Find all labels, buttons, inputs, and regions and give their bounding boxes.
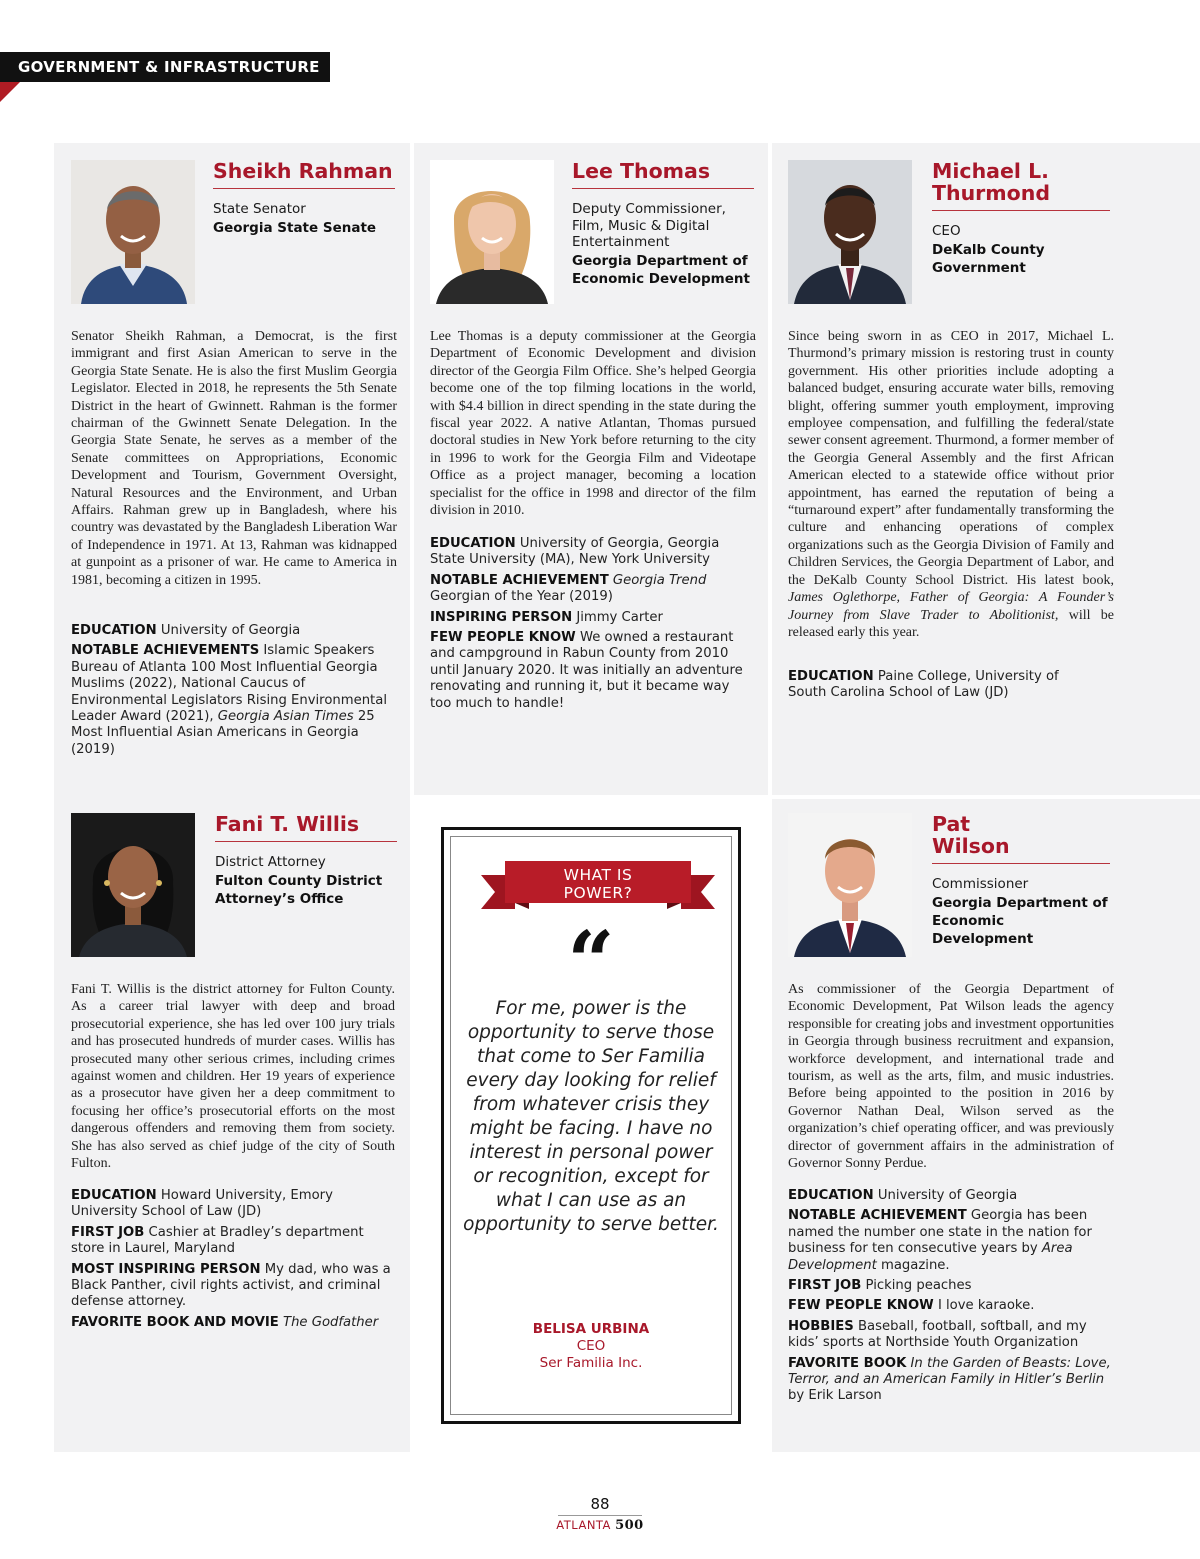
fact-first-job bbox=[71, 1225, 391, 1258]
quote-inner-frame bbox=[450, 836, 732, 1415]
fact-value: Paine College, University of South Carolina School of Law (JD) bbox=[788, 669, 1059, 701]
fact-label: NOTABLE ACHIEVEMENT bbox=[788, 1208, 967, 1224]
quote-author-org: Ser Familia Inc. bbox=[539, 1355, 643, 1371]
fact-value: Georgia has been named the number one state in the nation for business for ten consecutive years by bbox=[788, 1208, 1092, 1257]
fact-notable-achievements bbox=[71, 643, 391, 758]
fact-value: My dad, who was a Black Panther, civil rights activist, and criminal defense attorney. bbox=[71, 1261, 391, 1310]
quote-text: For me, power is the opportunity to serve those that come to Ser Familia every day looking for relief from whatever crisis they might be facing. I have no interest in personal power or recognition, except for what I can use as an opportunity to serve better. bbox=[463, 998, 719, 1235]
fact-education bbox=[430, 536, 750, 569]
portrait-photo bbox=[430, 160, 554, 304]
profile-heading bbox=[932, 813, 1114, 948]
fact-italic: Georgia Asian Times bbox=[217, 709, 354, 725]
person-name: Sheikh Rahman bbox=[213, 159, 393, 183]
fact-favorite-book bbox=[788, 1356, 1114, 1405]
name-rule bbox=[213, 188, 395, 189]
portrait-photo bbox=[71, 813, 195, 957]
person-organization: DeKalb County Government bbox=[932, 241, 1045, 276]
quote-banner bbox=[481, 861, 715, 915]
bio-tail: will be released early this year. bbox=[788, 607, 1115, 640]
fact-education bbox=[788, 669, 1098, 702]
profile-bio: As commissioner of the Georgia Department of Economic Development, Pat Wilson leads the agency responsible for creating jobs and investment opportunities in Georgia through business recruitment and expansion, workforce development, and international trade and tourism, as well as the arts, film, and music industries. Before being appointed to the position in 2016 by Governor Nathan Deal, Wilson served as the organization’s chief operating officer, and was previously director of government affairs in the administration of Governor Sonny Perdue. bbox=[788, 982, 1114, 1172]
section-tag: GOVERNMENT & INFRASTRUCTURE bbox=[0, 52, 330, 82]
portrait-photo bbox=[788, 160, 912, 304]
fact-most-inspiring-person bbox=[71, 1262, 391, 1311]
fact-label: EDUCATION bbox=[430, 536, 516, 551]
profile-facts bbox=[71, 1188, 391, 1335]
fact-hobbies bbox=[788, 1319, 1114, 1352]
page-number: 88 bbox=[590, 1495, 610, 1513]
fact-education bbox=[788, 1188, 1114, 1204]
fact-education bbox=[71, 623, 391, 639]
fact-first-job bbox=[788, 1278, 1114, 1294]
profile-bio: Senator Sheikh Rahman, a Democrat, is the first immigrant and first Asian American to serve in the Georgia State Senate. He is also the first Muslim Georgia Legislator. Elected in 2018, he represents the 5th Senate District in the heart of Gwinnett. Rahman is the former chairman of the Gwinnett Senate Delegation. In the Georgia State Senate, he serves as a member of the Senate committees on Appropriations, Economic Development and Tourism, Government Oversight, Natural Resources and the Environment, and Urban Affairs. Rahman grew up in Bangladesh, where his country was devastated by the Bangladesh Liberation War of Independence in 1971. At 13, Rahman was kidnapped at gunpoint as a prisoner of war. He came to America in 1981, becoming a citizen in 1995. bbox=[71, 329, 397, 588]
fact-tail: Georgian of the Year (2019) bbox=[430, 589, 613, 605]
profile-facts bbox=[788, 669, 1098, 706]
fact-italic: Area Development bbox=[788, 1241, 1073, 1273]
brand-number: 500 bbox=[615, 1518, 644, 1533]
fact-inspiring-person bbox=[430, 610, 750, 626]
fact-label: EDUCATION bbox=[71, 1188, 157, 1203]
quote-attribution bbox=[451, 1321, 731, 1372]
quote-banner-text: WHAT IS POWER? bbox=[563, 866, 633, 902]
fact-value: Cashier at Bradley’s department store in Laurel, Maryland bbox=[71, 1224, 364, 1257]
person-name: Michael L. Thurmond bbox=[932, 159, 1050, 205]
section-flag bbox=[0, 82, 20, 102]
fact-tail: magazine. bbox=[880, 1257, 950, 1273]
profile-heading bbox=[215, 813, 397, 908]
fact-value: Islamic Speakers Bureau of Atlanta 100 Most Influential Georgia Muslims (2022), National Caucus of Environmental Legislators Rising Environmental Leader Award (2021), bbox=[71, 643, 387, 725]
person-name: Fani T. Willis bbox=[215, 812, 360, 836]
bio-book-title: James Oglethorpe, Father of Georgia: A Founder’s Journey from Slave Trader to Abolitionist, bbox=[788, 590, 1114, 623]
fact-italic: In the Garden of Beasts: Love, Terror, and an American Family in Hitler’s Berlin bbox=[788, 1355, 1111, 1388]
profile-facts bbox=[71, 623, 391, 762]
profile-heading bbox=[932, 160, 1114, 277]
fact-label: MOST INSPIRING PERSON bbox=[71, 1261, 261, 1277]
portrait-photo bbox=[788, 813, 912, 957]
fact-italic: Georgia Trend bbox=[612, 572, 707, 588]
name-rule bbox=[572, 188, 754, 189]
publication-logo bbox=[540, 1518, 660, 1533]
fact-tail: 25 Most Influential Asian Americans in Georgia (2019) bbox=[71, 709, 375, 757]
portrait-photo bbox=[71, 160, 195, 304]
fact-value: We owned a restaurant and campground in Rabun County from 2010 until January 2020. It was initially an adventure renovating and running it, but it became way too much to handle! bbox=[430, 630, 743, 711]
person-role: CEO bbox=[932, 223, 961, 239]
person-role: Deputy Commissioner, Film, Music & Digital Entertainment bbox=[572, 201, 726, 250]
fact-value: Picking peaches bbox=[865, 1278, 972, 1294]
person-name: Lee Thomas bbox=[572, 159, 711, 183]
person-role: State Senator bbox=[213, 201, 306, 217]
fact-label: EDUCATION bbox=[788, 669, 874, 684]
fact-label: NOTABLE ACHIEVEMENTS bbox=[71, 643, 260, 659]
person-name: Pat Wilson bbox=[932, 812, 1010, 858]
name-rule bbox=[932, 210, 1110, 211]
fact-label: FAVORITE BOOK AND MOVIE bbox=[71, 1314, 279, 1330]
fact-few-people-know bbox=[788, 1298, 1114, 1314]
quote-author-title: CEO bbox=[576, 1338, 606, 1354]
footer-rule bbox=[558, 1515, 642, 1516]
person-organization: Georgia Department of Economic Development bbox=[932, 894, 1108, 947]
quote-author-name: BELISA URBINA bbox=[532, 1321, 650, 1337]
name-rule bbox=[932, 863, 1110, 864]
brand-name: ATLANTA bbox=[556, 1518, 611, 1532]
fact-value: University of Georgia bbox=[160, 623, 301, 638]
profile-bio: Fani T. Willis is the district attorney for Fulton County. As a career trial lawyer with deep and broad prosecutorial experience, she has led over 100 jury trials and has prosecuted hundreds of murder cases. Willis has prosecuted many other serious crimes, including crimes against women and children. Her 19 years of experience as a prosecutor have given her a deep commitment to focusing her office’s prosecutorial efforts on the most dangerous offenders and removing them from society. She has also served as chief judge of the city of South Fulton. bbox=[71, 982, 395, 1172]
fact-value: I love karaoke. bbox=[937, 1298, 1035, 1314]
fact-value: Howard University, Emory University School of Law (JD) bbox=[71, 1188, 333, 1220]
page-footer bbox=[540, 1496, 660, 1533]
fact-label: FEW PEOPLE KNOW bbox=[788, 1298, 934, 1314]
profile-facts bbox=[788, 1188, 1114, 1409]
profile-heading bbox=[572, 160, 754, 288]
bio-text: Since being sworn in as CEO in 2017, Michael L. Thurmond’s primary mission is restoring trust in county government. His other priorities include adopting a balanced budget, ensuring accurate water bills, removing blight, offering summer youth employment, improving employee compensation, and fulfilling the federal/state sewer consent agreement. Thurmond, a former member of the Georgia General Assembly and the first African American elected to a statewide office without prior appointment, has earned the reputation of being a “turnaround expert” after fundamentally transforming the culture and enhancing operations of complex organizations such as the Georgia Division of Family and Children Services, the Georgia Department of Labor, and the DeKalb County School District. His latest book, bbox=[788, 329, 1114, 588]
profile-bio bbox=[788, 328, 1114, 641]
profile-bio: Lee Thomas is a deputy commissioner at the Georgia Department of Economic Development and division director of the Georgia Film Office. She’s helped Georgia become one of the top filming locations in the world, with $4.4 billion in direct spending in the state during the fiscal year 2022. A native Atlantan, Thomas pursued doctoral studies in New York before returning to the city in 1996 to work for the Georgia Film and Videotape Office as a project manager, becoming a location specialist for the office in 1998 and director of the film division in 2010. bbox=[430, 329, 756, 519]
person-organization: Georgia State Senate bbox=[213, 219, 377, 236]
person-role: Commissioner bbox=[932, 876, 1029, 892]
fact-italic: The Godfather bbox=[283, 1314, 379, 1330]
fact-notable-achievement bbox=[430, 573, 750, 606]
fact-value: University of Georgia bbox=[877, 1188, 1018, 1203]
person-organization: Georgia Department of Economic Development bbox=[572, 252, 750, 287]
fact-few-people-know bbox=[430, 630, 750, 712]
fact-label: NOTABLE ACHIEVEMENT bbox=[430, 572, 609, 588]
profile-facts bbox=[430, 536, 750, 716]
fact-label: FAVORITE BOOK bbox=[788, 1355, 907, 1371]
fact-label: HOBBIES bbox=[788, 1318, 854, 1334]
fact-label: FIRST JOB bbox=[71, 1224, 145, 1240]
profile-heading bbox=[213, 160, 395, 237]
fact-value: University of Georgia, Georgia State University (MA), New York University bbox=[430, 536, 720, 568]
fact-education bbox=[71, 1188, 391, 1221]
fact-label: FIRST JOB bbox=[788, 1278, 862, 1294]
fact-label: EDUCATION bbox=[71, 623, 157, 638]
quote-mark-icon: “ bbox=[567, 914, 615, 1010]
fact-tail: by Erik Larson bbox=[788, 1388, 882, 1404]
fact-value: Baseball, football, softball, and my kids’ sports at Northside Youth Organization bbox=[788, 1318, 1087, 1351]
fact-label: INSPIRING PERSON bbox=[430, 609, 573, 625]
fact-favorite-book-and-movie bbox=[71, 1315, 391, 1331]
fact-label: FEW PEOPLE KNOW bbox=[430, 630, 576, 646]
fact-notable-achievement bbox=[788, 1208, 1114, 1274]
name-rule bbox=[215, 841, 397, 842]
fact-value: Jimmy Carter bbox=[576, 609, 663, 625]
quote-box bbox=[441, 827, 741, 1424]
person-role: District Attorney bbox=[215, 854, 326, 870]
fact-label: EDUCATION bbox=[788, 1188, 874, 1203]
person-organization: Fulton County District Attorney’s Office bbox=[215, 872, 383, 907]
